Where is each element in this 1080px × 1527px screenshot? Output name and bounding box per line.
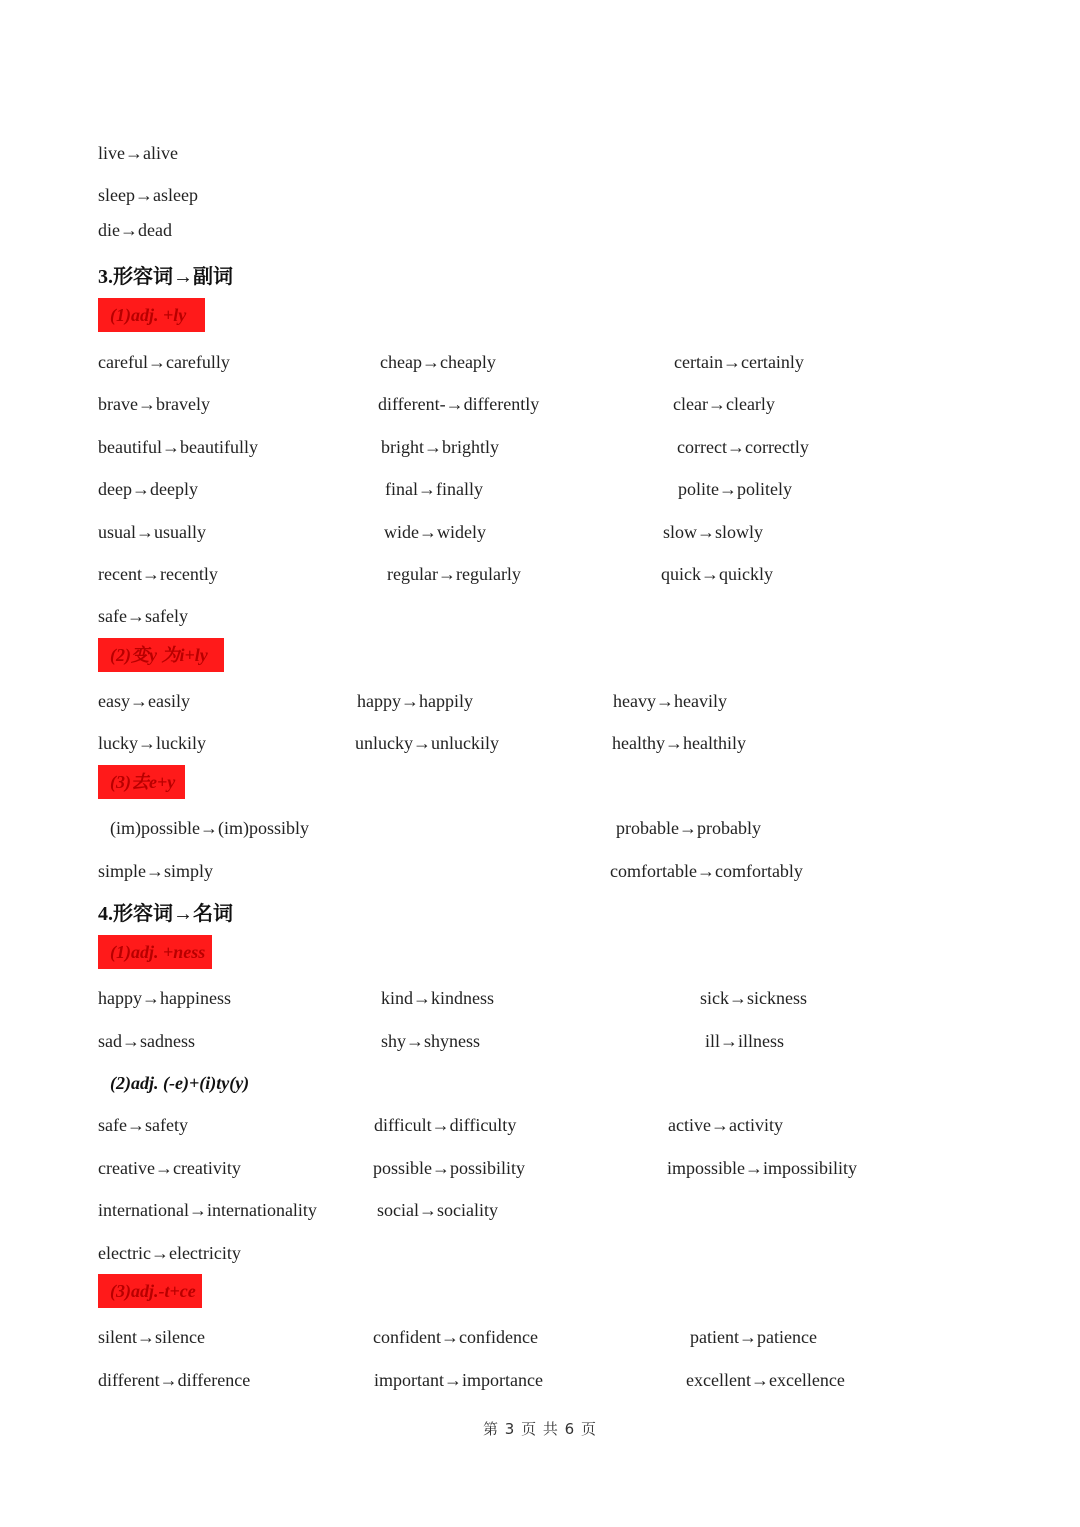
pair-sick-sickness: sick→sickness (700, 988, 807, 1008)
pair-cheap-cheaply: cheap→cheaply (380, 352, 496, 372)
pair-live-alive: live→alive (98, 143, 178, 163)
pair-sleep-asleep: sleep→asleep (98, 185, 198, 205)
pair-clear-clearly: clear→clearly (673, 394, 775, 414)
pair-quick-quickly: quick→quickly (661, 564, 773, 584)
subheading-adj-ity: (2)adj. (-e)+(i)ty(y) (110, 1073, 250, 1093)
section-4-heading: 4.形容词→名词 (98, 903, 233, 925)
pair-regular-regularly: regular→regularly (387, 564, 521, 584)
pair-creative-creativity: creative→creativity (98, 1158, 241, 1178)
pair-probable-probably: probable→probably (616, 818, 761, 838)
pair-heavy-heavily: heavy→heavily (613, 691, 727, 711)
pair-possible-possibility: possible→possibility (373, 1158, 526, 1178)
pair-electric-electricity: electric→electricity (98, 1243, 241, 1263)
pair-impossible-impossibility: impossible→impossibility (667, 1158, 858, 1178)
pair-certain-certainly: certain→certainly (674, 352, 804, 372)
pair-ill-illness: ill→illness (705, 1031, 785, 1051)
tag-drop-e-y: (3)去e+y (98, 765, 185, 799)
pair-happy-happily: happy→happily (357, 691, 473, 711)
pair-different-differently: different-→differently (378, 394, 540, 414)
pair-unlucky-unluckily: unlucky→unluckily (355, 733, 499, 753)
section-3-heading: 3.形容词→副词 (98, 266, 233, 288)
pair-brave-bravely: brave→bravely (98, 394, 210, 414)
pair-easy-easily: easy→easily (98, 691, 190, 711)
pair-wide-widely: wide→widely (384, 522, 486, 542)
tag-adj-t-ce: (3)adj.-t+ce (98, 1274, 202, 1308)
pair-careful-carefully: careful→carefully (98, 352, 230, 372)
pair-bright-brightly: bright→brightly (381, 437, 499, 457)
page-footer: 第 3 页 共 6 页 (483, 1420, 597, 1438)
pair-slow-slowly: slow→slowly (663, 522, 764, 542)
pair-silent-silence: silent→silence (98, 1327, 205, 1347)
pair-shy-shyness: shy→shyness (381, 1031, 481, 1051)
pair-safe-safety: safe→safety (98, 1115, 188, 1135)
tag-adj-ness: (1)adj. +ness (98, 935, 212, 969)
pair-comfortable-comfortably: comfortable→comfortably (610, 861, 803, 881)
pair-social-sociality: social→sociality (377, 1200, 498, 1220)
pair-final-finally: final→finally (385, 479, 483, 499)
pair-die-dead: die→dead (98, 220, 172, 240)
tag-y-to-i-ly: (2)变y 为i+ly (98, 638, 224, 672)
pair-active-activity: active→activity (668, 1115, 783, 1135)
pair-lucky-luckily: lucky→luckily (98, 733, 206, 753)
pair-usual-usually: usual→usually (98, 522, 206, 542)
pair-excellent-excellence: excellent→excellence (686, 1370, 845, 1390)
pair-correct-correctly: correct→correctly (677, 437, 809, 457)
pair-happy-happiness: happy→happiness (98, 988, 231, 1008)
pair-different-difference: different→difference (98, 1370, 251, 1390)
pair-important-importance: important→importance (374, 1370, 543, 1390)
pair-beautiful-beautifully: beautiful→beautifully (98, 437, 258, 457)
pair-impossible-impossibly: (im)possible→(im)possibly (110, 818, 309, 838)
pair-confident-confidence: confident→confidence (373, 1327, 538, 1347)
pair-safe-safely: safe→safely (98, 606, 188, 626)
pair-sad-sadness: sad→sadness (98, 1031, 195, 1051)
pair-healthy-healthily: healthy→healthily (612, 733, 746, 753)
pair-deep-deeply: deep→deeply (98, 479, 198, 499)
tag-adj-ly: (1)adj. +ly (98, 298, 205, 332)
pair-difficult-difficulty: difficult→difficulty (374, 1115, 517, 1135)
pair-international-internationality: international→internationality (98, 1200, 317, 1220)
pair-kind-kindness: kind→kindness (381, 988, 495, 1008)
pair-patient-patience: patient→patience (690, 1327, 817, 1347)
pair-simple-simply: simple→simply (98, 861, 214, 881)
pair-polite-politely: polite→politely (678, 479, 792, 499)
pair-recent-recently: recent→recently (98, 564, 218, 584)
